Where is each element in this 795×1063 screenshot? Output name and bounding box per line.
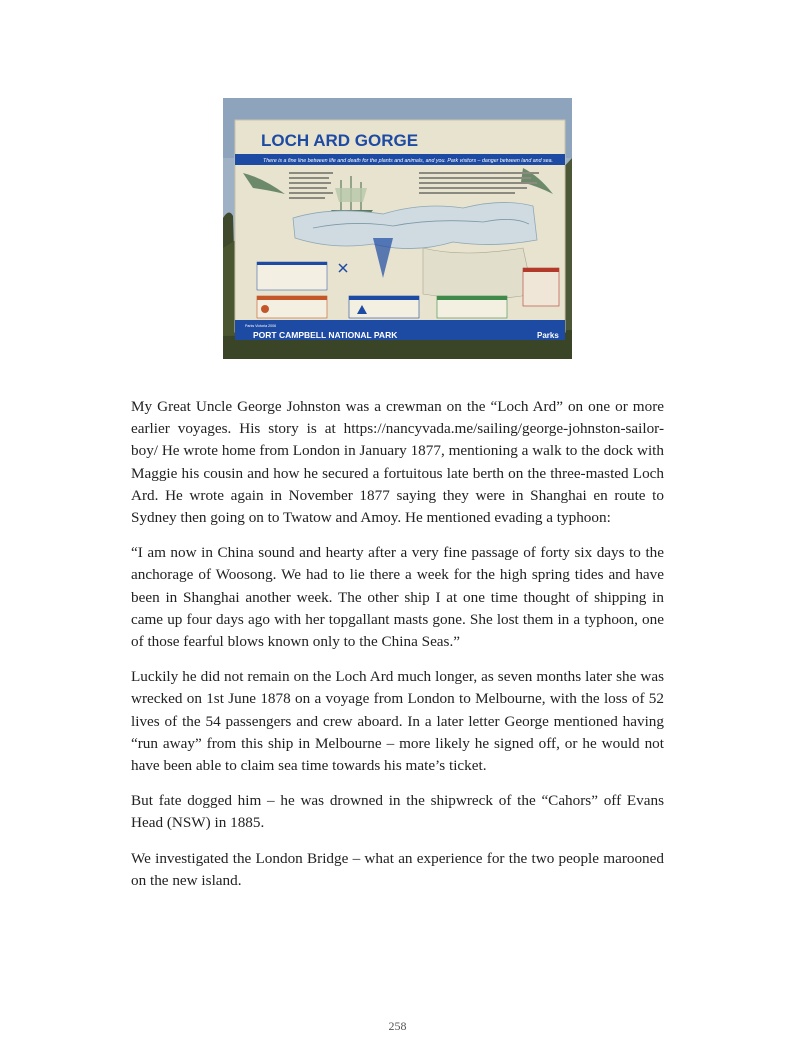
body-text	[131, 396, 664, 905]
loch-ard-gorge-sign-photo	[223, 98, 572, 359]
page-number: 258	[388, 1019, 407, 1033]
sign-subtitle: There is a fine line between life and death for the plants and animals, and you. Park visitors – danger between land and sea.	[263, 158, 553, 164]
paragraph-london-bridge: We investigated the London Bridge – what an experience for the two people marooned on the new island.	[131, 849, 664, 889]
paragraph-quote: “I am now in China sound and hearty after a very fine passage of forty six days to the anchorage of Woosong. We had to lie there a week for the high spring tides and have been in Shanghai another week. The other ship I at one time thought of shipping in came up four days ago with her topgallant masts gone. She lost them in a typhoon, one of those fearful blows known only to the China Seas.”	[131, 544, 664, 651]
sign-footer-title: PORT CAMPBELL NATIONAL PARK	[253, 330, 398, 340]
paragraph-cahors: But fate dogged him – he was drowned in the shipwreck of the “Cahors” off Evans Head (NSW) in 1885.	[131, 792, 664, 832]
paragraph-wreck: Luckily he did not remain on the Loch Ard much longer, as seven months later she was wrecked on 1st June 1878 on a voyage from London to Melbourne, with the loss of 52 lives of the 54 passengers and crew aboard. In a later letter George mentioned having “run away” from this ship in Melbourne – more likely he signed off, or he would not have been able to claim sea time towards his mate’s ticket.	[131, 668, 664, 775]
paragraph-intro: My Great Uncle George Johnston was a crewman on the “Loch Ard” on one or more earlier voyages. His story is at https://nancyvada.me/sailing/george-johnston-sailor-boy/ He wrote home from London in January 1877, mentioning a walk to the dock with Maggie his cousin and how he secured a fortuitous late berth on the three-masted Loch Ard. He wrote again in November 1877 saying they were in Shanghai en route to Sydney then going on to Twatow and Amoy. He mentioned evading a typhoon:	[131, 398, 664, 527]
sign-small-note: Parks Victoria 2006	[245, 324, 277, 328]
sign-title: LOCH ARD GORGE	[261, 131, 419, 150]
parks-logo: Parks	[537, 331, 559, 340]
